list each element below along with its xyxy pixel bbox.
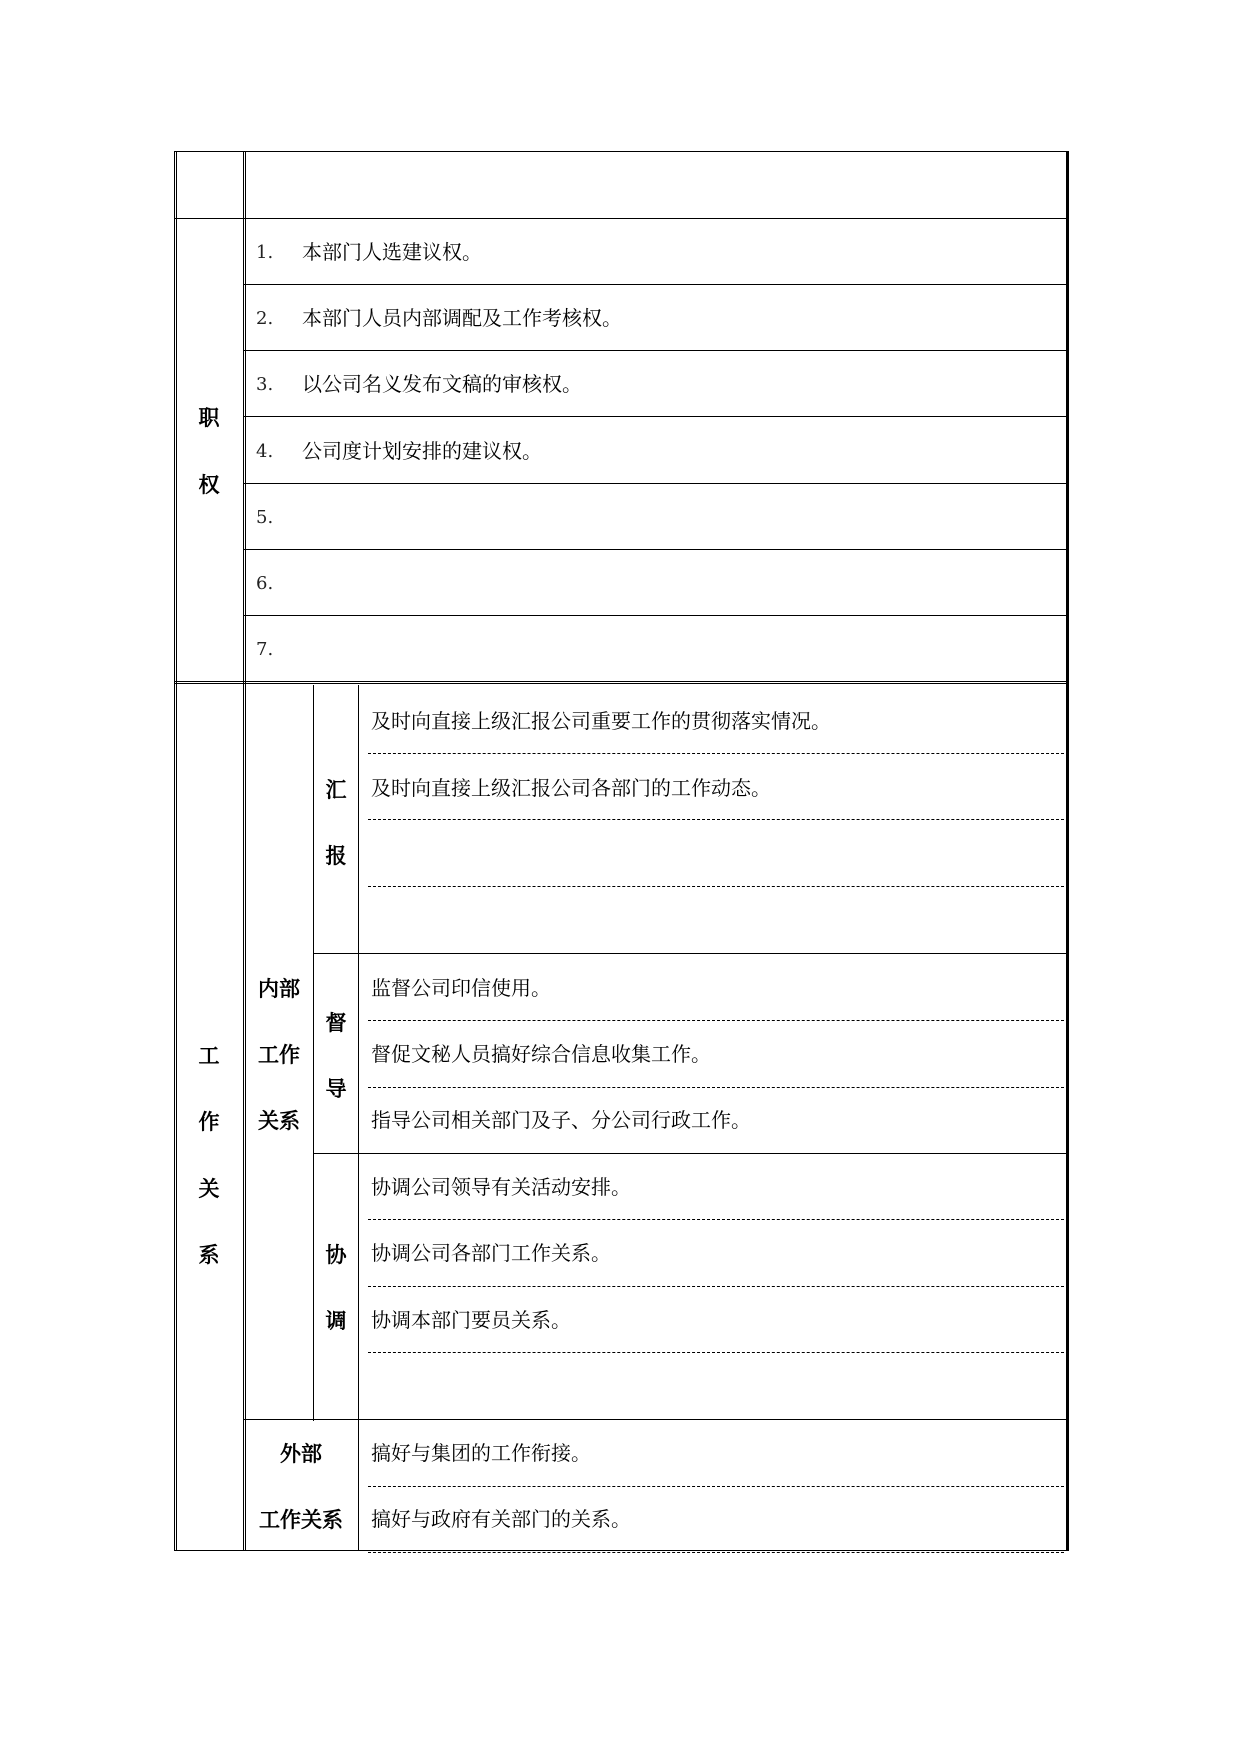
dashed-rule [368,1087,1064,1088]
supervise-item: 督促文秘人员搞好综合信息收集工作。 [371,1042,711,1066]
authority-item-number: 6. [256,573,274,594]
coordinate-item: 协调本部门要员关系。 [371,1308,571,1332]
row-rule [243,615,1069,616]
external-item: 搞好与政府有关部门的关系。 [371,1507,631,1531]
coordinate-label-char: 协 [325,1243,347,1267]
authority-item-text: 公司度计划安排的建议权。 [302,439,542,463]
work-relations-label-char: 关 [198,1177,220,1201]
group-rule [243,1419,1069,1420]
external-relations-label: 外部 [280,1442,322,1466]
authority-item-number: 3. [256,374,274,395]
dashed-rule [368,1286,1064,1287]
table-right-border [1066,151,1069,1551]
column-divider-main [243,151,246,1551]
supervise-item: 监督公司印信使用。 [371,976,551,1000]
coordinate-item: 协调公司各部门工作关系。 [371,1241,611,1265]
report-item: 及时向直接上级汇报公司重要工作的贯彻落实情况。 [371,709,831,733]
supervise-label-char: 导 [325,1077,347,1101]
dashed-rule [368,1486,1064,1487]
authority-item-text: 本部门人选建议权。 [302,240,482,264]
authority-item-text: 本部门人员内部调配及工作考核权。 [302,306,622,330]
authority-item-number: 7. [256,639,274,660]
dashed-rule [368,753,1064,754]
authority-label-char: 权 [198,473,220,497]
dashed-rule [368,1552,1064,1553]
table-bottom-border [174,1550,1069,1551]
authority-item-number: 5. [256,507,274,528]
row-rule [243,549,1069,550]
internal-relations-label: 关系 [258,1109,300,1133]
report-item: 及时向直接上级汇报公司各部门的工作动态。 [371,776,771,800]
work-relations-label-char: 作 [198,1110,220,1134]
column-divider-content [358,685,359,1551]
table-left-border [174,151,177,1551]
dashed-rule [368,886,1064,887]
coordinate-label-char: 调 [325,1309,347,1333]
external-item: 搞好与集团的工作衔接。 [371,1441,591,1465]
dashed-rule [368,819,1064,820]
report-label-char: 汇 [325,778,347,802]
section-divider [174,681,1069,684]
internal-relations-label: 内部 [258,977,300,1001]
supervise-label-char: 督 [325,1011,347,1035]
authority-item-number: 1. [256,242,274,263]
authority-label-char: 职 [198,406,220,430]
internal-relations-label: 工作 [258,1043,300,1067]
authority-item-number: 2. [256,308,274,329]
work-relations-label-char: 工 [198,1044,220,1068]
group-rule [313,1153,1069,1154]
work-relations-label-char: 系 [198,1243,220,1267]
column-divider-sub [313,685,314,1421]
report-label-char: 报 [325,844,347,868]
authority-item-number: 4. [256,441,274,462]
external-relations-label: 工作关系 [259,1508,343,1532]
row-rule [243,416,1069,417]
authority-item-text: 以公司名义发布文稿的审核权。 [302,372,582,396]
supervise-item: 指导公司相关部门及子、分公司行政工作。 [371,1108,751,1132]
row-rule [243,284,1069,285]
table-top-border [174,151,1069,152]
row-rule [243,483,1069,484]
group-rule [313,953,1069,954]
dashed-rule [368,1219,1064,1220]
coordinate-item: 协调公司领导有关活动安排。 [371,1175,631,1199]
dashed-rule [368,1020,1064,1021]
dashed-rule [368,1352,1064,1353]
row-rule [243,350,1069,351]
row-rule [174,218,1069,219]
